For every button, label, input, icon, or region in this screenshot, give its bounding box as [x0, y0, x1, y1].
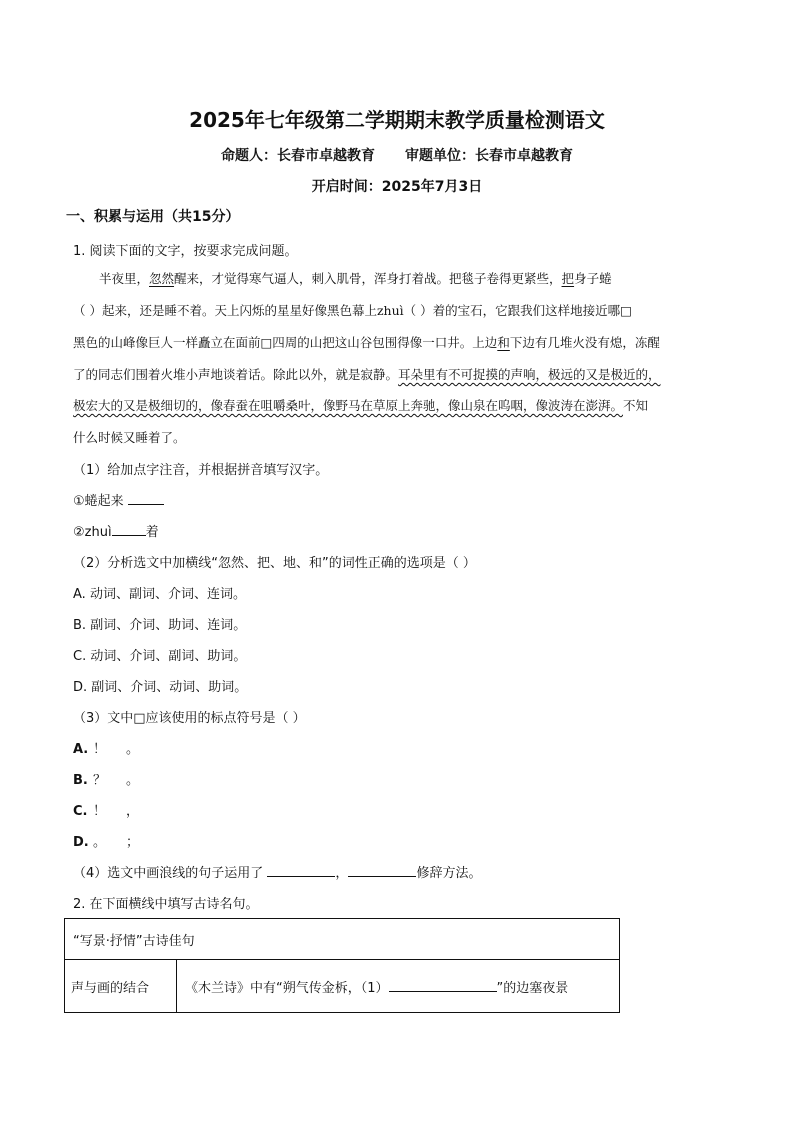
option-mark: ？ [93, 773, 107, 788]
date-line: 开启时间：2025年7月3日 [311, 179, 483, 195]
answer-blank[interactable] [112, 523, 146, 536]
review-label: 审题单位：长春市卓越教育 [405, 148, 573, 164]
sub3-option-a[interactable] [73, 738, 139, 757]
option-mark: ！ [93, 742, 107, 757]
option-letter: A. [73, 587, 86, 602]
item-label: ①蜷起来 [73, 494, 124, 509]
wavy-sentence: 耳朵里有不可捉摸的声响，极远的又是极近的， [398, 367, 661, 382]
wavy-sentence: 极宏大的又是极细切的，像春蚕在咀嚼桑叶，像野马在草原上奔驰，像山泉在呜咽，像波涛在澎湃。 [73, 398, 624, 413]
sub2-option-d[interactable] [73, 676, 247, 695]
option-text: 动词、副词、介词、连词。 [89, 587, 246, 602]
passage-text: 下边有几堆火没有熄，冻醒 [509, 335, 660, 350]
passage-text: 半夜里， [99, 271, 150, 286]
row-content-cell [177, 960, 620, 1013]
underlined-word: 把 [561, 271, 575, 286]
sub2-option-b[interactable] [73, 614, 246, 633]
sub1-item-2 [73, 521, 159, 540]
option-letter: B. [73, 773, 88, 788]
question-2-prompt: 2. 在下面横线中填写古诗名句。 [73, 897, 259, 912]
passage-text: 了的同志们围着火堆小声地谈着话。除此以外，就是寂静。 [73, 367, 399, 382]
sub1-item-1 [73, 490, 164, 509]
prompt-text: 修辞方法。 [416, 866, 482, 881]
page-title: 2025年七年级第二学期期末教学质量检测语文 [189, 108, 605, 132]
sub1-prompt: （1）给加点字注音，并根据拼音填写汉字。 [73, 463, 329, 478]
row-text: ”的边塞夜景 [496, 980, 569, 996]
passage-line [73, 333, 660, 351]
poem-table [64, 918, 620, 1013]
author-label: 命题人：长春市卓越教育 [221, 148, 375, 164]
underlined-word: 忽然 [149, 271, 175, 286]
row-text: 《木兰诗》中有“朔气传金柝，（1） [185, 980, 389, 996]
sub3-prompt: （3）文中□应该使用的标点符号是（ ） [73, 711, 306, 726]
passage-text: 黑色的山峰像巨人一样矗立在面前□四周的山把这山谷包围得像一口井。上边 [73, 335, 498, 350]
item-suffix: 着 [145, 525, 159, 540]
section-heading: 一、积累与运用（共15分） [66, 209, 240, 225]
sub3-option-b[interactable] [73, 769, 139, 788]
passage-text: 醒来，才觉得寒气逼人，刺入肌骨，浑身打着战。把毯子卷得更紧些， [174, 271, 562, 286]
answer-blank[interactable] [267, 864, 335, 877]
sub2-option-a[interactable] [73, 583, 246, 602]
option-letter: B. [73, 618, 87, 633]
prompt-text: （4）选文中画浪线的句子运用了 [73, 866, 264, 881]
underlined-word: 和 [497, 335, 510, 350]
option-mark: ； [126, 835, 140, 850]
passage-text: 身子蜷 [574, 271, 612, 286]
option-mark: 。 [126, 742, 140, 757]
option-mark: ！ [93, 804, 107, 819]
table-row [65, 960, 620, 1013]
item-label: ②zhuì [73, 525, 112, 540]
author-line [0, 145, 794, 165]
separator: ， [335, 866, 349, 881]
answer-blank[interactable] [128, 492, 164, 505]
option-letter: D. [73, 835, 89, 850]
option-mark: 。 [126, 773, 140, 788]
option-mark: ， [126, 804, 140, 819]
option-letter: D. [73, 680, 88, 695]
answer-blank[interactable] [348, 864, 416, 877]
option-text: 副词、介词、助词、连词。 [90, 618, 247, 633]
sub3-option-d[interactable] [73, 831, 139, 850]
passage-line: （ ）起来，还是睡不着。天上闪烁的星星好像黑色幕上zhuì（ ）着的宝石，它跟我们这样地接近哪□ [73, 303, 632, 318]
passage-line [73, 396, 648, 414]
table-row [65, 919, 620, 960]
sub3-option-c[interactable] [73, 800, 139, 819]
option-text: 副词、介词、动词、助词。 [91, 680, 248, 695]
passage-text: 不知 [623, 398, 649, 413]
option-letter: C. [73, 649, 87, 664]
sub2-option-c[interactable] [73, 645, 246, 664]
option-letter: C. [73, 804, 88, 819]
option-text: 动词、介词、副词、助词。 [90, 649, 247, 664]
option-mark: 。 [93, 835, 107, 850]
answer-blank[interactable] [389, 979, 497, 992]
table-header-cell: “写景·抒情”古诗佳句 [65, 919, 620, 960]
question-1-prompt: 1. 阅读下面的文字，按要求完成问题。 [73, 244, 298, 259]
option-letter: A. [73, 742, 89, 757]
passage-line: 什么时候又睡着了。 [73, 430, 186, 445]
passage-line [99, 269, 612, 287]
row-label-cell: 声与画的结合 [65, 960, 177, 1013]
sub2-prompt: （2）分析选文中加横线“忽然、把、地、和”的词性正确的选项是（ ） [73, 556, 476, 571]
passage-line [73, 365, 661, 383]
sub4-prompt [73, 862, 481, 881]
